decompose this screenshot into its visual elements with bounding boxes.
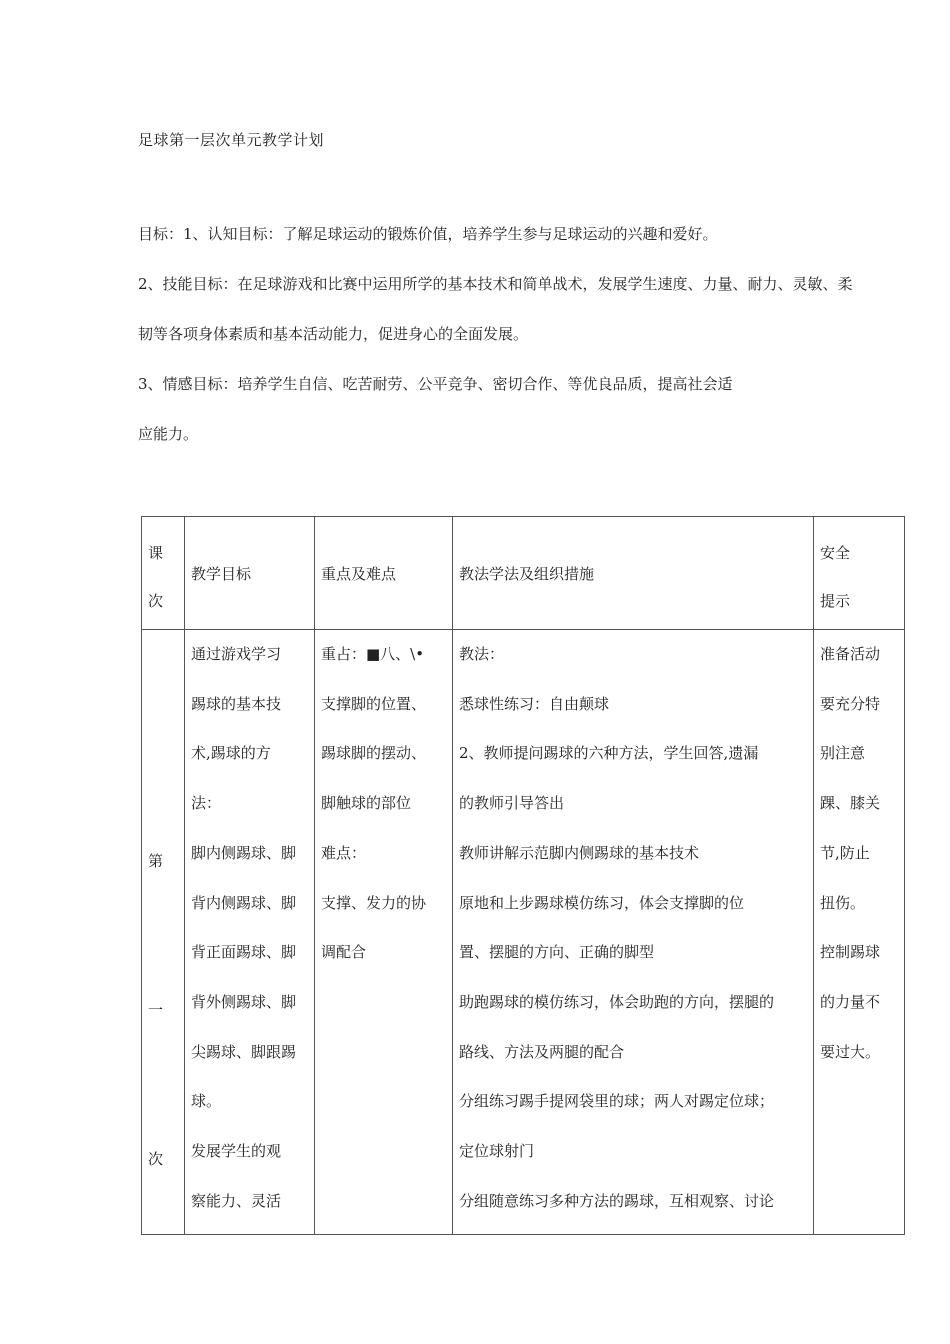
header-goal: 教学目标 — [185, 517, 315, 630]
safety-line: 别注意 — [820, 744, 866, 763]
key-line: 脚触球的部位 — [321, 794, 412, 813]
goal-line: 球。 — [191, 1092, 222, 1111]
table-row — [142, 630, 905, 1235]
safety-line: 控制踢球 — [820, 943, 881, 962]
goal-line: 背内侧踢球、脚 — [191, 893, 297, 912]
header-method: 教法学法及组织措施 — [453, 517, 814, 630]
header-safety-line: 提示 — [820, 592, 851, 610]
safety-line: 的力量不 — [820, 992, 881, 1011]
goal-line: 踢球的基本技 — [191, 694, 282, 713]
key-line: 支撑脚的位置、 — [321, 694, 427, 713]
table-header-row — [142, 517, 905, 630]
safety-line: 扭伤。 — [820, 893, 866, 912]
lesson-number-cell — [142, 630, 185, 1235]
key-line: 支撑、发力的协 — [321, 893, 427, 912]
lesson-char: 次 — [148, 1149, 164, 1168]
method-line: 教法： — [459, 645, 505, 663]
goal-line: 术,踢球的方 — [191, 744, 271, 763]
goal-line: 通过游戏学习 — [191, 645, 282, 663]
method-line: 分组随意练习多种方法的踢球，互相观察、讨论 — [459, 1191, 775, 1210]
goal-line: 察能力、灵活 — [191, 1191, 282, 1210]
header-lesson-line: 课 — [148, 544, 164, 562]
method-line: 原地和上步踢球模仿练习，体会支撑脚的位 — [459, 893, 745, 912]
lesson-char: 一 — [148, 1000, 164, 1019]
method-line: 的教师引导答出 — [459, 794, 565, 813]
method-line: 助跑踢球的模仿练习，体会助跑的方向，摆腿的 — [459, 992, 775, 1011]
goal-line: 背外侧踢球、脚 — [191, 992, 297, 1011]
header-lesson — [142, 517, 185, 630]
goal-line: 发展学生的观 — [191, 1142, 282, 1161]
key-points-cell — [315, 630, 453, 1235]
goal-line: 法： — [191, 794, 222, 813]
header-lesson-line: 次 — [148, 592, 164, 610]
lesson-char: 第 — [148, 851, 164, 870]
method-cell — [453, 630, 814, 1235]
header-safety — [814, 517, 905, 630]
method-line: 分组练习踢手提网袋里的球；两人对踢定位球； — [459, 1092, 775, 1111]
document-title: 足球第一层次单元教学计划 — [138, 131, 325, 149]
goal-cell — [185, 630, 315, 1235]
header-safety-line: 安全 — [820, 544, 851, 562]
safety-line: 节,防止 — [820, 843, 870, 862]
method-line: 路线、方法及两腿的配合 — [459, 1042, 625, 1061]
method-line: 定位球射门 — [459, 1142, 535, 1161]
method-line: 置、摆腿的方向、正确的脚型 — [459, 943, 655, 962]
key-line: 重占：■八、\• — [321, 645, 425, 663]
key-line: 调配合 — [321, 943, 367, 962]
objective-emotion-line-2: 应能力。 — [138, 425, 199, 443]
key-line: 踢球脚的摆动、 — [321, 744, 427, 763]
safety-cell — [814, 630, 905, 1235]
safety-line: 准备活动 — [820, 645, 881, 663]
goal-line: 背正面踢球、脚 — [191, 943, 297, 962]
method-line: 2、教师提问踢球的六种方法，学生回答,遗漏 — [459, 744, 759, 763]
safety-line: 要充分特 — [820, 694, 881, 713]
objective-skill-line-2: 韧等各项身体素质和基本活动能力，促进身心的全面发展。 — [138, 325, 529, 343]
objective-skill-line-1: 2、技能目标：在足球游戏和比赛中运用所学的基本技术和简单战术，发展学生速度、力量、耐力、灵敏、柔 — [138, 275, 853, 293]
safety-line: 踝、膝关 — [820, 794, 881, 813]
goal-line: 尖踢球、脚跟踢 — [191, 1042, 297, 1061]
objective-emotion-line-1: 3、情感目标：培养学生自信、吃苦耐劳、公平竞争、密切合作、等优良品质，提高社会适 — [138, 375, 733, 393]
key-line: 难点： — [321, 843, 367, 862]
goal-line: 脚内侧踢球、脚 — [191, 843, 297, 862]
method-line: 教师讲解示范脚内侧踢球的基本技术 — [459, 843, 700, 862]
header-key-points: 重点及难点 — [315, 517, 453, 630]
teaching-plan-table — [141, 516, 905, 1235]
objective-cognitive: 目标：1、认知目标：了解足球运动的锻炼价值，培养学生参与足球运动的兴趣和爱好。 — [138, 225, 718, 243]
safety-line: 要过大。 — [820, 1042, 881, 1061]
method-line: 悉球性练习：自由颠球 — [459, 694, 610, 713]
